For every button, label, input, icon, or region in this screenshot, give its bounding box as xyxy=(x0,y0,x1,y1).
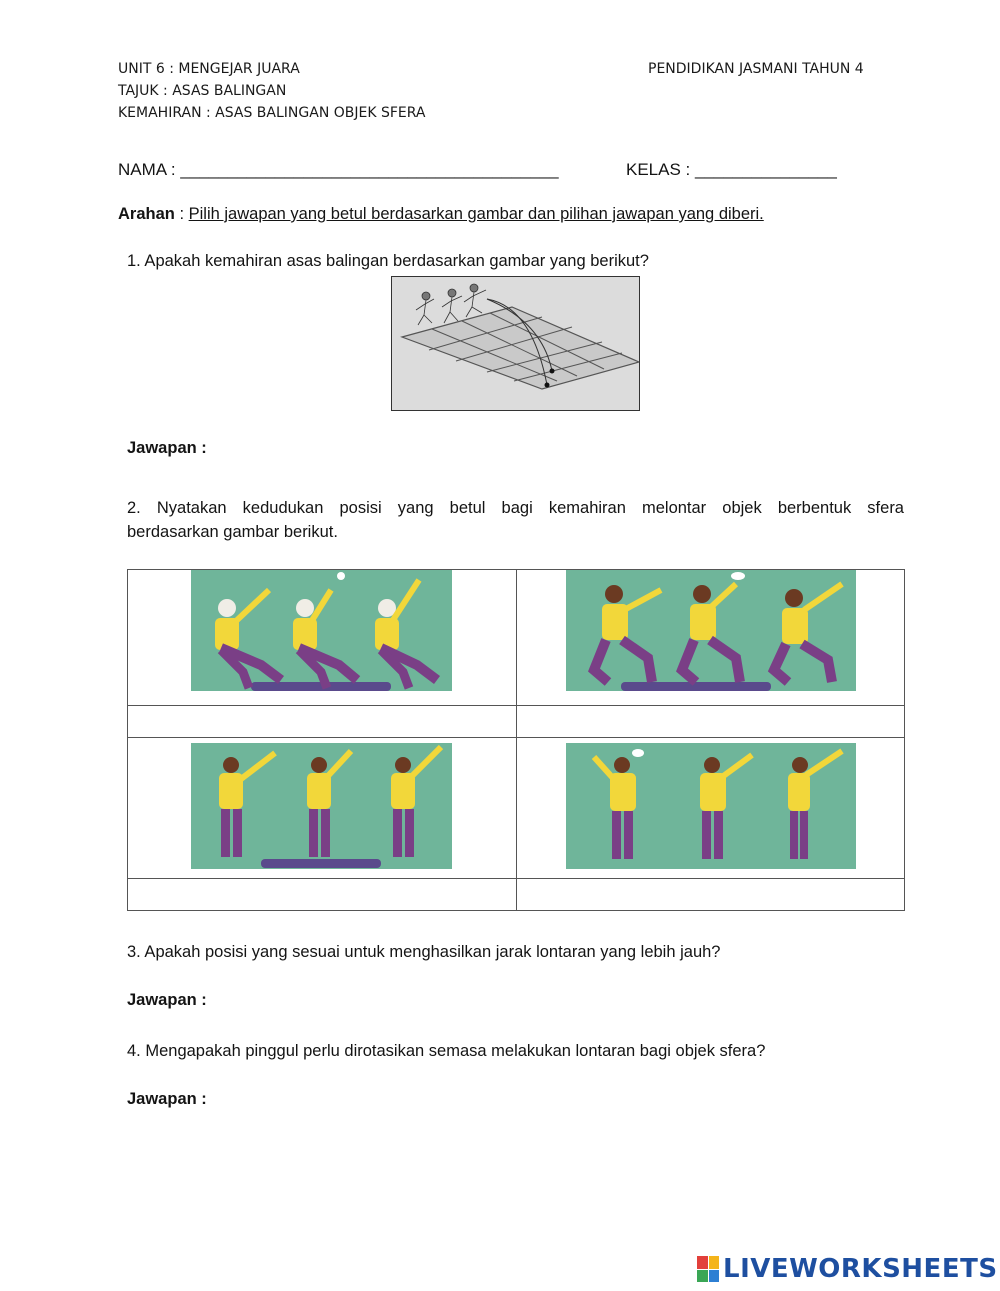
answer-cell-standing-side[interactable] xyxy=(128,879,517,911)
seated-throw-image xyxy=(191,570,452,691)
unit-title: UNIT 6 : MENGEJAR JUARA xyxy=(118,61,300,77)
name-row xyxy=(118,160,559,180)
class-row xyxy=(626,160,837,180)
name-label: NAMA : xyxy=(118,160,181,179)
standing-front-throw-image xyxy=(566,743,856,869)
instruction xyxy=(118,205,764,224)
answer-cell-standing-front[interactable] xyxy=(516,879,905,911)
cell-standing-front-position xyxy=(516,738,905,879)
cell-standing-side-position xyxy=(128,738,517,879)
throw-position-table xyxy=(127,569,905,911)
answer-label-3: Jawapan : xyxy=(127,991,207,1009)
liveworksheets-logo xyxy=(697,1254,998,1284)
instruction-text: Pilih jawapan yang betul berdasarkan gambar dan pilihan jawapan yang diberi. xyxy=(188,205,764,223)
topic-title: TAJUK : ASAS BALINGAN xyxy=(118,83,287,99)
answer-cell-kneeling[interactable] xyxy=(516,706,905,738)
kneeling-throw-image xyxy=(566,570,856,691)
subject-title: PENDIDIKAN JASMANI TAHUN 4 xyxy=(648,61,864,77)
name-blank: ________________________________________ xyxy=(180,160,559,179)
question-2-line-1: 2. Nyatakan kedudukan posisi yang betul bagi kemahiran melontar objek berbentuk sfera xyxy=(127,499,904,517)
standing-side-throw-image xyxy=(191,743,452,869)
question-1: 1. Apakah kemahiran asas balingan berdasarkan gambar yang berikut? xyxy=(127,252,649,270)
instruction-label: Arahan xyxy=(118,205,175,223)
class-label: KELAS : xyxy=(626,160,695,179)
liveworksheets-mark-icon xyxy=(697,1256,719,1282)
liveworksheets-wordmark: LIVEWORKSHEETS xyxy=(723,1254,998,1284)
question-2-line-2: berdasarkan gambar berikut. xyxy=(127,523,338,541)
cell-kneeling-position xyxy=(516,570,905,706)
cell-seated-position xyxy=(128,570,517,706)
q1-image xyxy=(391,276,640,411)
skill-title: KEMAHIRAN : ASAS BALINGAN OBJEK SFERA xyxy=(118,105,426,121)
class-blank: _______________ xyxy=(694,160,837,179)
answer-cell-seated[interactable] xyxy=(128,706,517,738)
answer-label-1: Jawapan : xyxy=(127,439,207,457)
answer-label-4: Jawapan : xyxy=(127,1090,207,1108)
throw-field-illustration xyxy=(392,277,639,410)
instruction-sep: : xyxy=(174,205,189,223)
question-3: 3. Apakah posisi yang sesuai untuk menghasilkan jarak lontaran yang lebih jauh? xyxy=(127,943,721,961)
question-4: 4. Mengapakah pinggul perlu dirotasikan semasa melakukan lontaran bagi objek sfera? xyxy=(127,1042,766,1060)
